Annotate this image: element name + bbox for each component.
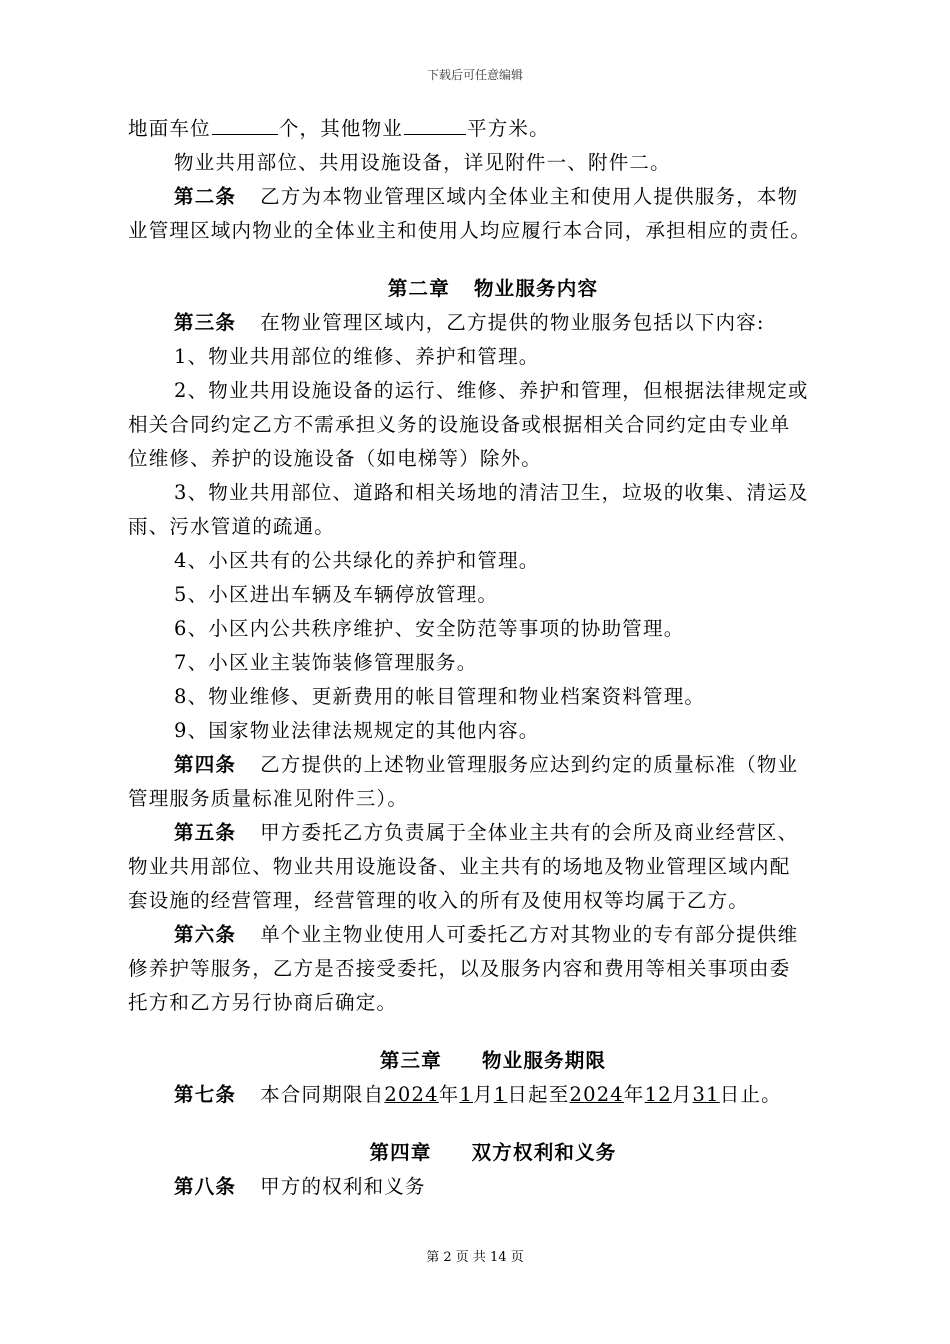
list-item-cont: 位维修、养护的设施设备（如电梯等）除外。 [128,447,543,470]
article-text: 甲方委托乙方负责属于全体业主共有的会所及商业经营区、 [260,821,799,844]
chapter-number: 第四章 [369,1141,432,1164]
list-item: 1、物业共用部位的维修、养护和管理。 [174,345,540,368]
article-label: 第七条 [174,1083,237,1106]
article-5-cont: 套设施的经营管理，经营管理的收入的所有及使用权等均属于乙方。 [128,889,750,912]
list-item: 5、小区进出车辆及车辆停放管理。 [174,583,499,606]
blank-field[interactable] [404,114,466,135]
start-day[interactable]: 1 [493,1083,508,1106]
article-4 [128,748,858,782]
text-year: 年 [438,1083,460,1106]
chapter-title: 物业服务内容 [473,277,599,300]
chapter-number: 第二章 [387,277,450,300]
list-item: 9、国家物业法律法规规定的其他内容。 [174,719,540,742]
article-3 [128,306,858,340]
article-text: 本合同期限自 [260,1083,385,1106]
list-item: 2、物业共用设施设备的运行、维修、养护和管理，但根据法律规定或 [174,379,809,402]
article-2 [128,180,858,214]
page-footer: 第 2 页 共 14 页 [426,1250,524,1265]
article-label: 第三条 [174,311,237,334]
chapter-title: 双方权利和义务 [471,1141,617,1164]
article-label: 第二条 [174,185,237,208]
article-5 [128,816,858,850]
text-end: 日止。 [719,1083,782,1106]
common-parts-line: 物业共用部位、共用设施设备，详见附件一、附件二。 [174,151,671,174]
list-item: 6、小区内公共秩序维护、安全防范等事项的协助管理。 [174,617,685,640]
list-item: 4、小区共有的公共绿化的养护和管理。 [174,549,540,572]
article-5-cont: 物业共用部位、物业共用设施设备、业主共有的场地及物业管理区域内配 [128,855,791,878]
text-sqm: 平方米。 [467,117,550,140]
article-6-cont: 修养护等服务，乙方是否接受委托，以及服务内容和费用等相关事项由委 [128,957,791,980]
article-label: 第六条 [174,923,237,946]
blank-field[interactable] [212,114,278,135]
text-ground-parking: 地面车位 [128,117,211,140]
text-other-property: 个，其他物业 [278,117,404,140]
article-text: 单个业主物业使用人可委托乙方对其物业的专有部分提供维 [260,923,799,946]
chapter-number: 第三章 [379,1049,442,1072]
article-label: 第四条 [174,753,237,776]
page-header: 下载后可任意编辑 [426,68,523,82]
end-year[interactable]: 2024 [569,1083,624,1106]
parking-line [128,112,858,146]
list-item: 8、物业维修、更新费用的帐目管理和物业档案资料管理。 [174,685,706,708]
article-label: 第八条 [174,1175,237,1198]
article-7 [128,1078,858,1112]
document-body [128,112,858,1204]
chapter-2-heading [128,272,858,306]
article-text: 甲方的权利和义务 [260,1175,426,1198]
article-text: 乙方为本物业管理区域内全体业主和使用人提供服务，本物 [260,185,799,208]
text-month: 月 [473,1083,494,1106]
chapter-4-heading [128,1136,858,1170]
chapter-3-heading [128,1044,858,1078]
article-6-cont: 托方和乙方另行协商后确定。 [128,991,398,1014]
list-item: 7、小区业主装饰装修管理服务。 [174,651,478,674]
list-item: 3、物业共用部位、道路和相关场地的清洁卫生，垃圾的收集、清运及 [174,481,809,504]
article-2-cont: 业管理区域内物业的全体业主和使用人均应履行本合同，承担相应的责任。 [128,219,812,242]
chapter-title: 物业服务期限 [481,1049,607,1072]
end-day[interactable]: 31 [692,1083,720,1106]
list-item-cont: 雨、污水管道的疏通。 [128,515,336,538]
article-text: 在物业管理区域内，乙方提供的物业服务包括以下内容: [260,311,765,334]
article-4-cont: 管理服务质量标准见附件三）。 [128,787,409,810]
article-label: 第五条 [174,821,237,844]
article-8 [128,1170,858,1204]
start-year[interactable]: 2024 [384,1083,439,1106]
start-month[interactable]: 1 [459,1083,474,1106]
text-from-to: 日起至 [507,1083,570,1106]
end-month[interactable]: 12 [644,1083,672,1106]
text-month: 月 [671,1083,693,1106]
article-6 [128,918,858,952]
list-item-cont: 相关合同约定乙方不需承担义务的设施设备或根据相关合同约定由专业单 [128,413,791,436]
article-text: 乙方提供的上述物业管理服务应达到约定的质量标准（物业 [260,753,799,776]
text-year: 年 [623,1083,645,1106]
